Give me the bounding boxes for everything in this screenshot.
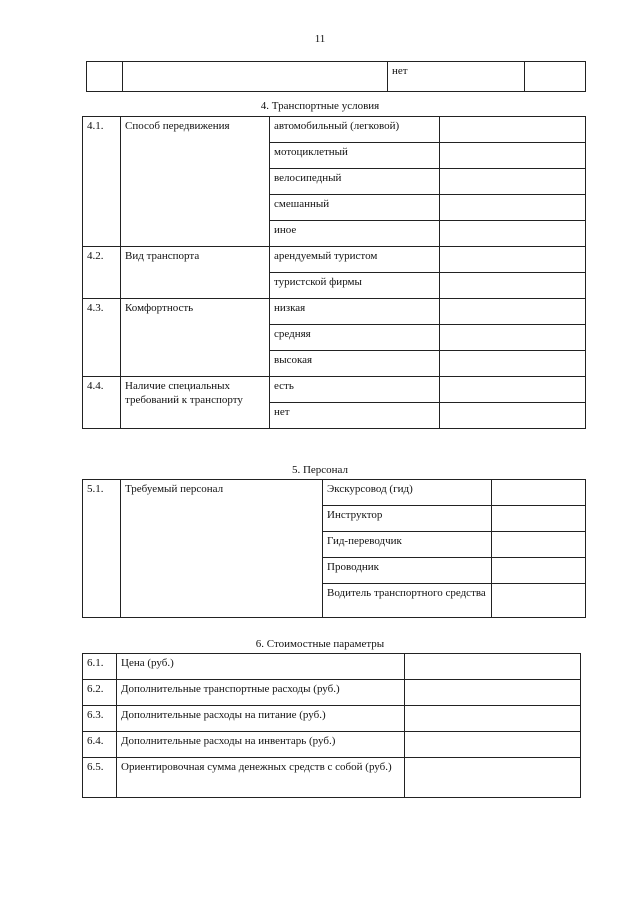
page-number: 11 — [314, 33, 326, 45]
table-row — [83, 480, 586, 506]
parameter-name: Способ передвижения — [121, 117, 270, 247]
section-title-transport: 4. Транспортные условия — [260, 100, 380, 112]
value-cell[interactable] — [440, 403, 586, 429]
value-cell[interactable] — [440, 117, 586, 143]
option-label: туристской фирмы — [270, 273, 440, 299]
table-row — [87, 62, 586, 92]
table-row — [83, 758, 581, 798]
parameter-name: Цена (руб.) — [117, 654, 405, 680]
parameter-name: Наличие специальных требований к транспорту — [121, 377, 270, 429]
option-label: арендуемый туристом — [270, 247, 440, 273]
table-row — [83, 654, 581, 680]
parameter-name: Комфортность — [121, 299, 270, 377]
item-number: 6.3. — [83, 706, 117, 732]
section-title-personnel: 5. Персонал — [291, 464, 349, 476]
table-row — [83, 377, 586, 403]
parameter-name: Дополнительные расходы на инвентарь (руб.) — [117, 732, 405, 758]
transport-conditions-table — [82, 116, 586, 429]
value-cell[interactable] — [405, 758, 581, 798]
option-label: Водитель транспортного средства — [323, 584, 492, 618]
table-row — [83, 117, 586, 143]
parameter-name: Ориентировочная сумма денежных средств с собой (руб.) — [117, 758, 405, 798]
option-label: нет — [270, 403, 440, 429]
option-label: есть — [270, 377, 440, 403]
parameter-cell — [123, 62, 388, 92]
item-number: 4.4. — [83, 377, 121, 429]
value-cell[interactable] — [440, 169, 586, 195]
option-label: смешанный — [270, 195, 440, 221]
item-number: 4.3. — [83, 299, 121, 377]
parameter-name: Дополнительные транспортные расходы (руб.) — [117, 680, 405, 706]
option-label: автомобильный (легковой) — [270, 117, 440, 143]
value-cell[interactable] — [492, 480, 586, 506]
parameter-name: Требуемый персонал — [121, 480, 323, 618]
item-number: 4.2. — [83, 247, 121, 299]
value-cell[interactable] — [440, 221, 586, 247]
table-row — [83, 299, 586, 325]
value-cell[interactable] — [492, 558, 586, 584]
option-label: Инструктор — [323, 506, 492, 532]
table-row — [83, 706, 581, 732]
table-row — [83, 247, 586, 273]
value-cell[interactable] — [405, 732, 581, 758]
option-cell: нет — [388, 62, 525, 92]
value-cell[interactable] — [440, 195, 586, 221]
section-title-cost: 6. Стоимостные параметры — [255, 638, 385, 650]
value-cell[interactable] — [405, 680, 581, 706]
value-cell[interactable] — [492, 506, 586, 532]
option-label: мотоциклетный — [270, 143, 440, 169]
personnel-table — [82, 479, 586, 618]
value-cell[interactable] — [440, 273, 586, 299]
continuation-table — [86, 61, 586, 92]
value-cell[interactable] — [525, 62, 586, 92]
option-label: Гид-переводчик — [323, 532, 492, 558]
option-label: Экскурсовод (гид) — [323, 480, 492, 506]
option-label: низкая — [270, 299, 440, 325]
value-cell[interactable] — [440, 325, 586, 351]
value-cell[interactable] — [440, 143, 586, 169]
item-number: 4.1. — [83, 117, 121, 247]
value-cell[interactable] — [405, 706, 581, 732]
value-cell[interactable] — [440, 377, 586, 403]
value-cell[interactable] — [440, 351, 586, 377]
value-cell[interactable] — [492, 584, 586, 618]
option-label: средняя — [270, 325, 440, 351]
table-row — [83, 680, 581, 706]
item-number: 6.1. — [83, 654, 117, 680]
value-cell[interactable] — [440, 299, 586, 325]
cost-parameters-table — [82, 653, 581, 798]
item-number: 6.2. — [83, 680, 117, 706]
value-cell[interactable] — [440, 247, 586, 273]
option-label: велосипедный — [270, 169, 440, 195]
option-label: Проводник — [323, 558, 492, 584]
option-label: высокая — [270, 351, 440, 377]
parameter-name: Дополнительные расходы на питание (руб.) — [117, 706, 405, 732]
table-row — [83, 732, 581, 758]
item-number: 6.4. — [83, 732, 117, 758]
number-cell — [87, 62, 123, 92]
parameter-name: Вид транспорта — [121, 247, 270, 299]
item-number: 5.1. — [83, 480, 121, 618]
value-cell[interactable] — [405, 654, 581, 680]
value-cell[interactable] — [492, 532, 586, 558]
item-number: 6.5. — [83, 758, 117, 798]
option-label: иное — [270, 221, 440, 247]
